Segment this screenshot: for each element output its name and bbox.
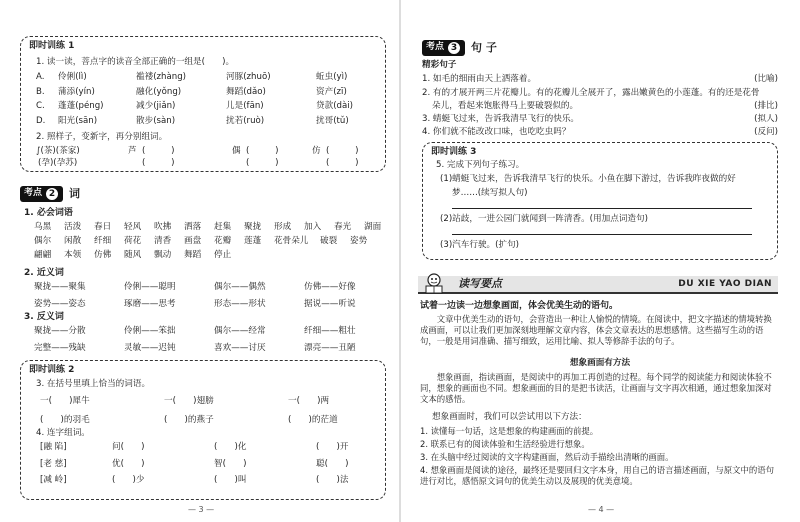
q2-blank-2b[interactable]: ( )	[246, 158, 279, 168]
q2-char-1: 芦	[128, 146, 137, 156]
q2-char-2: 偶	[232, 146, 241, 156]
q2-example-2: (孕)(孕苏)	[38, 158, 78, 168]
banner-title: 读写要点	[458, 277, 502, 290]
word: 乌黑	[34, 222, 52, 232]
q1-opt-b-w2: 融化(yǒng)	[136, 86, 182, 97]
synonym-pair: 琢磨——思考	[124, 298, 176, 309]
must-know-row-3	[34, 250, 240, 261]
method-item-4: 4. 想象画面是阅读的途径，最终还是要回归文字本身，用自己的语言描述画面，与原文中的语句进行对比，感悟原文词句的优美生动以及展现的优美意境。	[420, 465, 775, 486]
q1-opt-d-w1: 阳光(sān)	[58, 116, 98, 127]
word: 舞蹈	[184, 250, 202, 260]
antonym-pair: 喜欢——讨厌	[214, 342, 266, 353]
q1-opt-a-w1: 伶俐(lì)	[58, 72, 87, 82]
sentence-1-tag: (比喻)	[754, 74, 778, 84]
q4-blank[interactable]: 聪( )	[316, 458, 349, 469]
q1-opt-a-w4: 蚯虫(yì)	[316, 72, 348, 82]
must-know-label: 1. 必会词语	[24, 208, 73, 218]
q5-s2: (2)站歧，一进公园门就闻到一阵清香。(用加点词造句)	[440, 214, 648, 224]
antonym-pair: 纤细——粗壮	[304, 326, 356, 336]
q4-blank[interactable]: 优( )	[112, 458, 145, 469]
word: 活泼	[64, 222, 82, 232]
antonym-pair: 伶俐——笨拙	[124, 326, 176, 336]
q2-blank-1b[interactable]: ( )	[142, 158, 175, 168]
q4-blanks	[40, 442, 406, 486]
word: 春日	[94, 222, 112, 232]
antonym-pair: 聚拢——分散	[34, 326, 86, 336]
reading-child-icon	[420, 272, 450, 294]
q5-s2-answer[interactable]	[452, 226, 752, 239]
method-paragraph: 想象画面，指读画面，是阅读中的再加工再创造的过程。每个同学的阅读能力和阅读体验不同，想象的画面也不同。想象画面的目的是把书读活，让画面与文字再次相通，通过想象加深对文本的感悟。	[420, 372, 772, 404]
sentence-4-tag: (反问)	[754, 127, 778, 137]
q5-text: 5. 完成下列句子练习。	[436, 160, 525, 170]
sentence-1: 1. 如毛的细雨由天上洒落着。	[422, 74, 537, 84]
word: 随风	[124, 250, 142, 260]
synonym-pair: 形态——形状	[214, 298, 266, 309]
kaodian-2-header	[20, 186, 80, 202]
q1-opt-c-letter[interactable]: C.	[36, 101, 45, 112]
word: 破裂	[320, 236, 338, 246]
must-know-row-1	[34, 222, 390, 233]
antonym-grid	[34, 326, 390, 353]
q4-blank[interactable]: ( )开	[316, 442, 349, 452]
practice-box-3-title: 即时训练 3	[431, 147, 477, 157]
q2-blank-3a[interactable]: ( )	[326, 146, 359, 156]
q4-char-pair: [减 岭]	[40, 475, 67, 486]
word: 洒落	[184, 222, 202, 232]
sentence-3-tag: (拟人)	[754, 114, 778, 124]
q2-example-1: ∫(茶)(茶家)	[36, 146, 80, 156]
synonym-pair: 仿佛——好像	[304, 282, 356, 292]
q2-blank-1a[interactable]: ( )	[142, 146, 175, 156]
q3-blank[interactable]: 一( )两	[288, 396, 330, 406]
q1-opt-d-w2: 散步(sàn)	[136, 116, 176, 127]
method-title: 想象画面有方法	[569, 358, 631, 368]
q3-blank[interactable]: ( )的燕子	[164, 414, 214, 425]
q4-blank[interactable]: 问( )	[112, 442, 145, 452]
word: 荷花	[124, 236, 142, 246]
word: 形成	[274, 222, 292, 232]
q1-opt-b-w4: 资产(zī)	[316, 86, 347, 97]
q2-blank-2a[interactable]: ( )	[246, 146, 279, 156]
q3-blanks	[40, 396, 398, 425]
word: 停止	[214, 250, 232, 260]
q3-blank[interactable]: ( )的羽毛	[40, 414, 90, 425]
q3-blank[interactable]: 一( )犀牛	[40, 396, 90, 406]
word: 聚拢	[244, 222, 262, 232]
q4-blank[interactable]: ( )少	[112, 475, 145, 486]
banner-latin: DU XIE YAO DIAN	[678, 279, 772, 289]
q3-blank[interactable]: 一( )翅膀	[164, 396, 214, 406]
q4-text: 4. 连字组词。	[36, 428, 90, 438]
synonym-pair: 聚拢——聚集	[34, 282, 86, 292]
word: 轻风	[124, 222, 142, 232]
q5-s1-answer[interactable]	[452, 200, 752, 213]
q1-opt-a-letter[interactable]: A.	[36, 72, 45, 82]
q1-opt-c-w2: 减少(jiǎn)	[136, 101, 176, 112]
q5-s1: (1)蜻蜓飞过来，告诉我清早飞行的快乐。小鱼在脚下游过，告诉我昨夜做的好	[440, 174, 736, 184]
q1-opt-c-w1: 蓬蓬(péng)	[58, 101, 104, 112]
q1-opt-c-w4: 贷款(dài)	[316, 101, 354, 112]
tip-title: 试着一边读一边想象画面，体会优美生动的语句。	[420, 301, 619, 311]
word: 花瓣	[214, 236, 232, 246]
method-item-1: 1. 读懂每一句话，这是想象的构建画面的前提。	[420, 426, 599, 436]
q4-blank[interactable]: 智( )	[214, 458, 247, 469]
word: 飘动	[154, 250, 172, 260]
practice-box-2-title: 即时训练 2	[29, 365, 75, 375]
page-number-left: — 3 —	[188, 505, 215, 514]
q1-opt-d-w4: 扰哥(tǔ)	[316, 116, 349, 127]
q4-char-pair: [融 陷]	[40, 442, 67, 452]
q1-opt-b-letter[interactable]: B.	[36, 86, 45, 97]
word: 偶尔	[34, 236, 52, 246]
word: 春光	[334, 222, 352, 232]
word: 赶集	[214, 222, 232, 232]
word: 翩翩	[34, 250, 52, 260]
antonym-label: 3. 反义词	[24, 312, 64, 322]
method-item-2: 2. 联系已有的阅读体验和生活经验进行想象。	[420, 439, 590, 449]
method-intro: 想象画面时，我们可以尝试用以下方法：	[432, 412, 587, 422]
sentence-2-tag: (排比)	[754, 101, 778, 111]
kaodian-badge: 考点 3	[422, 40, 465, 56]
q1-opt-a-w2: 褴褛(zhàng)	[136, 72, 187, 82]
word: 纤细	[94, 236, 112, 246]
sentence-section-label: 精彩句子	[422, 60, 457, 70]
synonym-pair: 伶俐——聪明	[124, 282, 176, 292]
word: 闲散	[64, 236, 82, 246]
word: 加入	[304, 222, 322, 232]
kaodian-3-title: 句 子	[471, 41, 497, 55]
word: 湖面	[364, 222, 382, 232]
q3-blank[interactable]: ( )的茫道	[288, 414, 338, 425]
q2-blank-3b[interactable]: ( )	[326, 158, 359, 168]
word: 花骨朵儿	[274, 236, 309, 246]
word: 莲蓬	[244, 236, 262, 246]
antonym-pair: 灵敏——迟钝	[124, 342, 176, 353]
synonym-pair: 姿势——姿态	[34, 298, 86, 309]
kaodian-3-header	[422, 40, 497, 56]
antonym-pair: 完整——残缺	[34, 342, 86, 353]
word: 吹拂	[154, 222, 172, 232]
synonym-label: 2. 近义词	[24, 268, 64, 278]
page-number-right: — 4 —	[588, 505, 615, 514]
word: 画盘	[184, 236, 202, 246]
antonym-pair: 偶尔——经常	[214, 326, 266, 336]
q1-opt-b-w1: 蒲添(yín)	[58, 86, 95, 97]
q4-blank[interactable]: ( )叫	[214, 475, 247, 486]
sentence-2-cont: 朵儿，看起来饱胀得马上要破裂似的。	[432, 101, 579, 111]
word: 仿佛	[94, 250, 112, 260]
word: 本领	[64, 250, 82, 260]
q4-char-pair: [老 慈]	[40, 458, 67, 469]
kaodian-badge: 考点 2	[20, 186, 63, 202]
q1-opt-b-w3: 舞蹈(dǎo)	[226, 86, 266, 97]
synonym-grid	[34, 282, 390, 309]
tip-paragraph: 文章中优美生动的语句，会营造出一种让人愉悦的情境。在阅读中，把文字描述的情境转换成画面，可以让我们更加深刻地理解文章内容，体会文章表达的思想感情。这些描写生动的语句，一般是用词准确、描写细致，运用比喻、拟人等修辞手法的句子。	[420, 314, 772, 346]
reading-writing-banner	[418, 276, 778, 294]
sentence-4: 4. 你们就不能改改口味，也吃吃虫吗？	[422, 127, 571, 137]
word: 清香	[154, 236, 172, 246]
q1-opt-c-w3: 儿是(fān)	[226, 101, 264, 112]
method-item-3: 3. 在头脑中经过阅读的文字构建画面，然后动手描绘出清晰的画面。	[420, 452, 674, 462]
sentence-2: 2. 有的才展开两三片花瓣儿。有的花瓣儿全展开了，露出嫩黄色的小莲蓬。有的还是花骨	[422, 88, 760, 98]
sentence-3: 3. 蜻蜓飞过来，告诉我清早飞行的快乐。	[422, 114, 580, 124]
q1-opt-d-w3: 扰若(ruò)	[226, 116, 265, 127]
q1-opt-a-w3: 河豚(zhuō)	[226, 72, 271, 82]
q5-s1-cont: 梦……(续写拟人句)	[452, 188, 528, 198]
synonym-pair: 偶尔——偶然	[214, 282, 266, 292]
practice-box-1-title: 即时训练 1	[29, 41, 75, 51]
word: 姿势	[350, 236, 368, 246]
q1-text: 1. 读一读，菩点字的读音全部正确的一组是( )。	[36, 57, 235, 67]
kaodian-2-title: 词	[69, 187, 81, 201]
q5-s3: (3)汽车行驶。(扩句)	[440, 240, 520, 250]
q2-char-3: 仿	[312, 146, 321, 156]
q4-blank[interactable]: ( )法	[316, 475, 349, 486]
q2-text: 2. 照样子，变新字，再分别组词。	[36, 132, 168, 142]
antonym-pair: 漂亮——丑陋	[304, 342, 356, 353]
q3-text: 3. 在括号里填上恰当的词语。	[36, 379, 151, 389]
q1-options	[36, 72, 402, 127]
q1-opt-d-letter[interactable]: D.	[36, 116, 46, 127]
q4-blank[interactable]: ( )化	[214, 442, 247, 452]
must-know-row-2	[34, 236, 376, 247]
synonym-pair: 据说——听说	[304, 298, 356, 309]
